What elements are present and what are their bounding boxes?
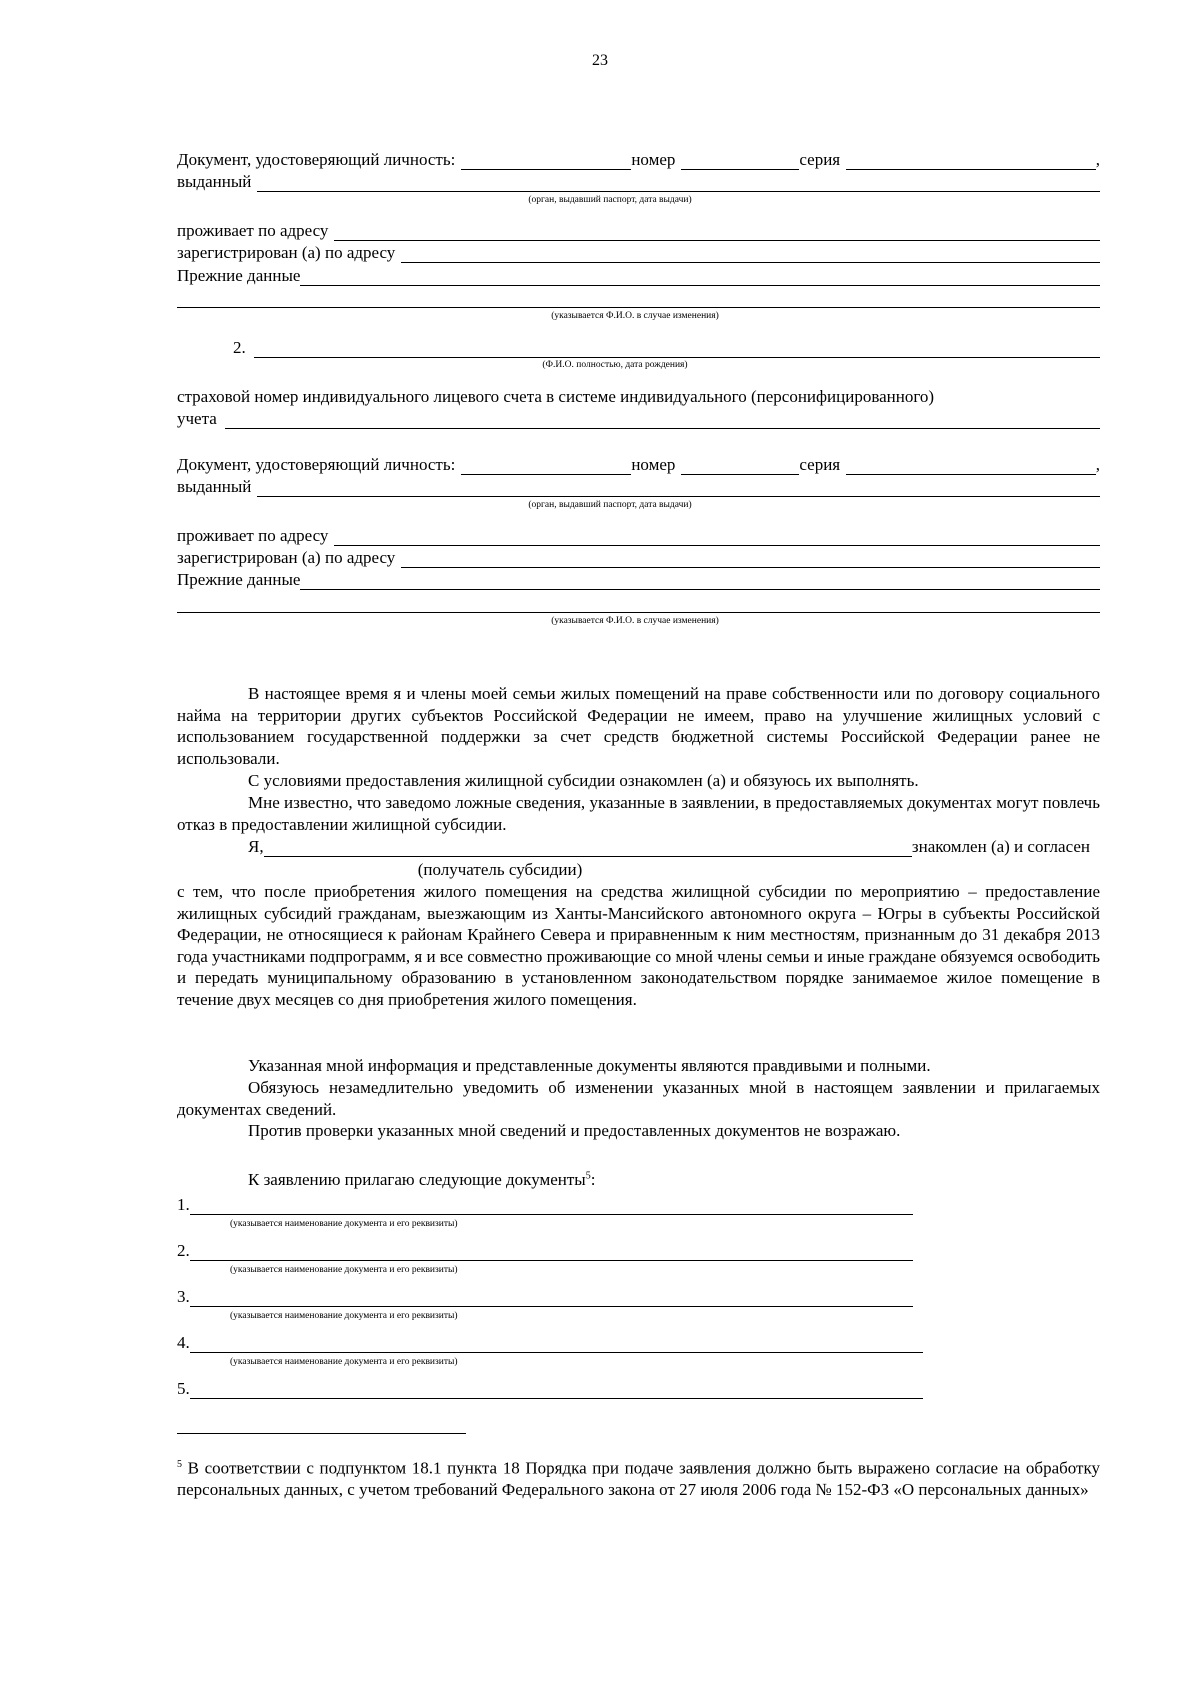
page-number: 23 [592, 52, 608, 69]
paragraph-no-objection [177, 1120, 1100, 1142]
registered-label: зарегистрирован (а) по адресу [177, 243, 396, 262]
paragraph-conditions [177, 770, 1100, 792]
registered-row-1 [177, 243, 1100, 263]
attachment-item-2 [177, 1241, 913, 1261]
comma-2: , [1095, 455, 1100, 474]
paragraph-obligation [177, 881, 1100, 1010]
series-label: серия [799, 150, 841, 169]
snils-row-2 [177, 409, 1100, 429]
issued-label: выданный [177, 172, 252, 191]
number-label: номер [631, 150, 676, 169]
attachment-caption-2: (указывается наименование документа и его реквизиты) [230, 1265, 458, 1275]
registered-label-2: зарегистрирован (а) по адресу [177, 548, 396, 567]
ya-label: Я, [248, 837, 264, 856]
identity-doc-type-field-2[interactable] [461, 457, 631, 475]
previous-field[interactable] [300, 268, 1100, 286]
paragraph-false-info-text: Мне известно, что заведомо ложные сведения, указанные в заявлении, в предоставляемых документах могут повлечь отказ в предоставлении жилищной субсидии. [177, 793, 1100, 834]
identity-doc-row-1 [177, 150, 1100, 170]
paragraph-notify [177, 1077, 1100, 1120]
comma: , [1095, 150, 1100, 169]
issued-by-field[interactable] [257, 174, 1100, 192]
recipient-caption: (получатель субсидии) [417, 860, 583, 879]
paragraph-no-housing [177, 683, 1100, 769]
footnote-separator [177, 1433, 466, 1434]
attachment-number-5: 5. [177, 1379, 190, 1398]
paragraph-false-info [177, 792, 1100, 835]
person2-row [233, 338, 1100, 358]
address-row-2 [177, 526, 1100, 546]
identity-doc-type-field[interactable] [461, 152, 631, 170]
person2-number: 2. [233, 338, 246, 357]
previous-field-2[interactable] [300, 572, 1100, 590]
person2-caption: (Ф.И.О. полностью, дата рождения) [542, 360, 688, 370]
registered-field[interactable] [401, 245, 1100, 263]
agree-label: знакомлен (а) и согласен [911, 837, 1090, 856]
registered-field-2[interactable] [401, 550, 1100, 568]
snils-field[interactable] [225, 411, 1100, 429]
attachments-intro [248, 1170, 595, 1190]
address-row-1 [177, 221, 1100, 241]
number-label-2: номер [631, 455, 676, 474]
paragraph-no-objection-text: Против проверки указанных мной сведений и предоставленных документов не возражаю. [248, 1121, 901, 1140]
snils-text: страховой номер индивидуального лицевого счета в системе индивидуального (персонифицированного) [177, 387, 935, 406]
person2-name-field[interactable] [254, 340, 1100, 358]
issued-by-row-2 [177, 477, 1100, 497]
previous-row-1 [177, 266, 1100, 286]
paragraph-truthful-text: Указанная мной информация и представленные документы являются правдивыми и полными. [248, 1056, 931, 1075]
series-label-2: серия [799, 455, 841, 474]
footnote-mark: 5 [177, 1459, 182, 1470]
recipient-name-field[interactable] [264, 839, 912, 857]
attachment-field-2[interactable] [190, 1243, 913, 1261]
series-field-2[interactable] [846, 457, 1096, 475]
previous-caption-2: (указывается Ф.И.О. в случае изменения) [551, 616, 719, 626]
attachment-field-3[interactable] [190, 1289, 913, 1307]
attachment-number-4: 4. [177, 1333, 190, 1352]
issuer-caption-2: (орган, выдавший паспорт, дата выдачи) [528, 500, 692, 510]
footnote-text: В соответствии с подпунктом 18.1 пункта 18 Порядка при подаче заявления должно быть выражено согласие на обработку персональных данных, с учетом требований Федерального закона от 27 июля 2006 года № 152-ФЗ «О персональных данных» [177, 1458, 1100, 1499]
attachment-caption-1: (указывается наименование документа и его реквизиты) [230, 1219, 458, 1229]
attachment-number-2: 2. [177, 1241, 190, 1260]
attachment-item-3 [177, 1287, 913, 1307]
previous-field-2-line-2[interactable] [177, 612, 1100, 613]
attachment-item-5 [177, 1379, 923, 1399]
attachment-item-4 [177, 1333, 923, 1353]
previous-field-line-2[interactable] [177, 307, 1100, 308]
previous-label: Прежние данные [177, 266, 301, 285]
number-field[interactable] [681, 152, 799, 170]
snils-text-2: учета [177, 409, 217, 428]
number-field-2[interactable] [681, 457, 799, 475]
issued-by-row-1 [177, 172, 1100, 192]
previous-label-2: Прежние данные [177, 570, 301, 589]
paragraph-notify-text: Обязуюсь незамедлительно уведомить об изменении указанных мной в настоящем заявлении и прилагаемых документах сведений. [177, 1078, 1100, 1119]
footnote-ref: 5 [585, 1170, 591, 1182]
previous-caption: (указывается Ф.И.О. в случае изменения) [551, 311, 719, 321]
identity-doc-label: Документ, удостоверяющий личность: [177, 150, 456, 169]
issued-by-field-2[interactable] [257, 479, 1100, 497]
attachment-field-1[interactable] [190, 1197, 913, 1215]
snils-row [177, 387, 1100, 407]
previous-row-2 [177, 570, 1100, 590]
attachment-caption-3: (указывается наименование документа и его реквизиты) [230, 1311, 458, 1321]
attachment-number-1: 1. [177, 1195, 190, 1214]
address-label: проживает по адресу [177, 221, 329, 240]
paragraph-no-housing-text: В настоящее время я и члены моей семьи жилых помещений на праве собственности или по договору социального найма на территории других субъектов Российской Федерации не имеем, право на улучшение жилищных условий с использованием государственной поддержки за счет средств бюджетной системы Российской Федерации ранее не использовали. [177, 684, 1100, 768]
attachment-field-5[interactable] [190, 1381, 923, 1399]
issuer-caption: (орган, выдавший паспорт, дата выдачи) [528, 195, 692, 205]
identity-doc-label-2: Документ, удостоверяющий личность: [177, 455, 456, 474]
paragraph-truthful [177, 1055, 1100, 1077]
attachment-item-1 [177, 1195, 913, 1215]
address-field-2[interactable] [334, 528, 1100, 546]
attachment-field-4[interactable] [190, 1335, 923, 1353]
address-field[interactable] [334, 223, 1100, 241]
address-label-2: проживает по адресу [177, 526, 329, 545]
registered-row-2 [177, 548, 1100, 568]
attachment-number-3: 3. [177, 1287, 190, 1306]
series-field[interactable] [846, 152, 1096, 170]
attachments-colon: : [590, 1170, 596, 1189]
issued-label-2: выданный [177, 477, 252, 496]
paragraph-conditions-text: С условиями предоставления жилищной субсидии ознакомлен (а) и обязуюсь их выполнять. [248, 771, 919, 790]
recipient-row [248, 837, 1100, 857]
paragraph-obligation-text: с тем, что после приобретения жилого помещения на средства жилищной субсидии по мероприятию – предоставление жилищных субсидий гражданам, выезжающим из Ханты-Мансийского автономного округа – Югры в субъекты Российской Федерации, не относящиеся к районам Крайнего Севера и приравненным к ним местностям, признанным до 31 декабря 2013 года участниками подпрограмм, я и все совместно проживающие со мной члены семьи и иные граждане обязуемся освободить и передать муниципальному образованию в установленном законодательством порядке занимаемое жилое помещение в течение двух месяцев со дня приобретения жилого помещения. [177, 882, 1100, 1009]
attachment-caption-4: (указывается наименование документа и его реквизиты) [230, 1357, 458, 1367]
footnote [177, 1454, 1100, 1500]
identity-doc-row-2 [177, 455, 1100, 475]
attachments-intro-text: К заявлению прилагаю следующие документы [248, 1170, 586, 1189]
